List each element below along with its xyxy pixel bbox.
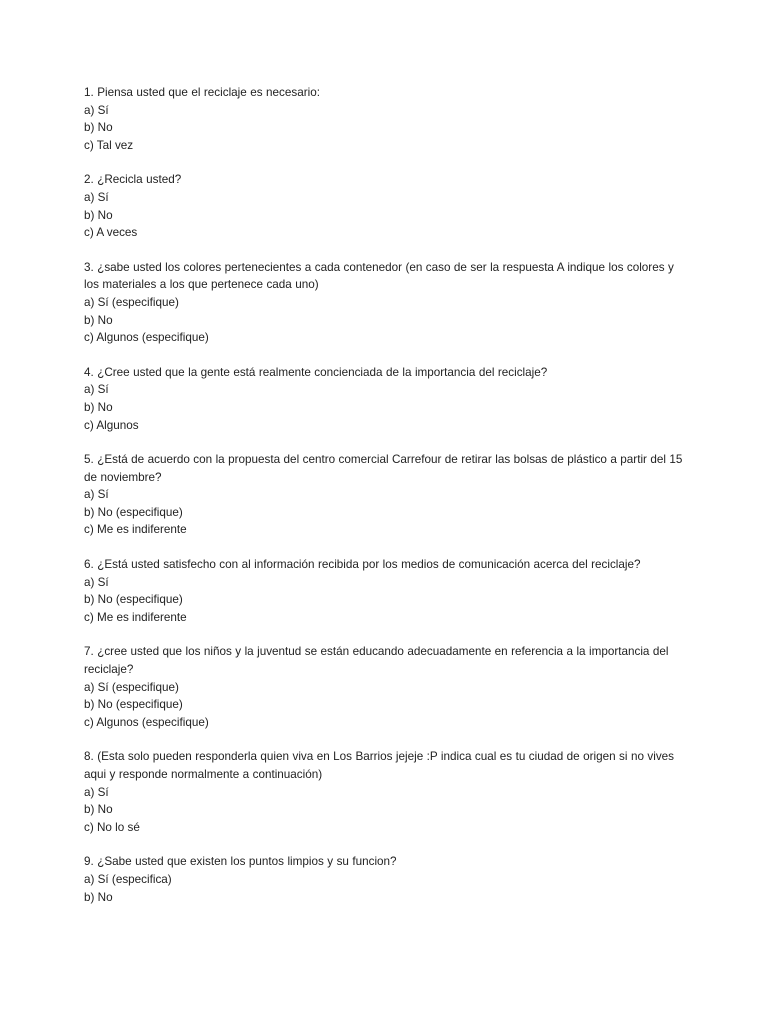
answer-option: a) Sí	[84, 575, 109, 589]
answer-option: c) No lo sé	[84, 820, 140, 834]
answer-option: b) No	[84, 803, 113, 817]
answer-option: b) No	[84, 208, 113, 222]
question-block-1	[84, 84, 684, 154]
question-block-4	[84, 364, 684, 434]
question-block-9	[84, 853, 684, 906]
answer-option: c) A veces	[84, 226, 138, 240]
question-block-5	[84, 451, 684, 539]
answer-option: c) Algunos (especifique)	[84, 331, 209, 345]
question-text: 8. (Esta solo pueden responderla quien viva en Los Barrios jejeje :P indica cual es tu ciudad de origen si no vives aqui y responde normalmente a continuación)	[84, 750, 675, 781]
answer-option: a) Sí	[84, 785, 109, 799]
answer-option: c) Me es indiferente	[84, 610, 187, 624]
answer-option: b) No (especifique)	[84, 698, 183, 712]
question-text: 7. ¿cree usted que los niños y la juventud se están educando adecuadamente en referencia a la importancia del reciclaje?	[84, 645, 669, 677]
answer-option: c) Tal vez	[84, 138, 134, 152]
question-text: 2. ¿Recicla usted?	[84, 173, 182, 187]
question-block-6	[84, 556, 684, 626]
question-text: 5. ¿Está de acuerdo con la propuesta del centro comercial Carrefour de retirar las bolsas de plástico a partir del 15 de noviembre?	[84, 453, 683, 484]
answer-option: b) No (especifique)	[84, 593, 183, 607]
answer-option: a) Sí	[84, 383, 109, 397]
answer-option: c) Me es indiferente	[84, 523, 187, 537]
answer-option: b) No	[84, 313, 113, 327]
answer-option: c) Algunos (especifique)	[84, 715, 209, 729]
answer-option: a) Sí	[84, 488, 109, 502]
question-text: 3. ¿sabe usted los colores pertenecientes a cada contenedor (en caso de ser la respuesta A indique los colores y los materiales a los que pertenece cada uno)	[84, 260, 674, 292]
answer-option: b) No	[84, 400, 113, 414]
question-block-7	[84, 643, 684, 731]
answer-option: b) No	[84, 890, 113, 904]
question-text: 1. Piensa usted que el reciclaje es necesario:	[84, 86, 320, 99]
questionnaire-body	[84, 84, 684, 906]
question-block-8	[84, 748, 684, 836]
question-block-3	[84, 259, 684, 347]
answer-option: a) Sí	[84, 190, 109, 204]
question-text: 4. ¿Cree usted que la gente está realmente concienciada de la importancia del reciclaje?	[84, 365, 548, 379]
answer-option: b) No (especifique)	[84, 505, 183, 519]
question-block-2	[84, 171, 684, 241]
answer-option: b) No	[84, 121, 113, 135]
answer-option: a) Sí (especifique)	[84, 295, 179, 309]
answer-option: a) Sí	[84, 103, 109, 117]
question-text: 6. ¿Está usted satisfecho con al información recibida por los medios de comunicación acerca del reciclaje?	[84, 558, 641, 572]
question-text: 9. ¿Sabe usted que existen los puntos limpios y su funcion?	[84, 855, 397, 869]
answer-option: a) Sí (especifica)	[84, 872, 172, 886]
answer-option: c) Algunos	[84, 418, 139, 432]
answer-option: a) Sí (especifique)	[84, 680, 179, 694]
